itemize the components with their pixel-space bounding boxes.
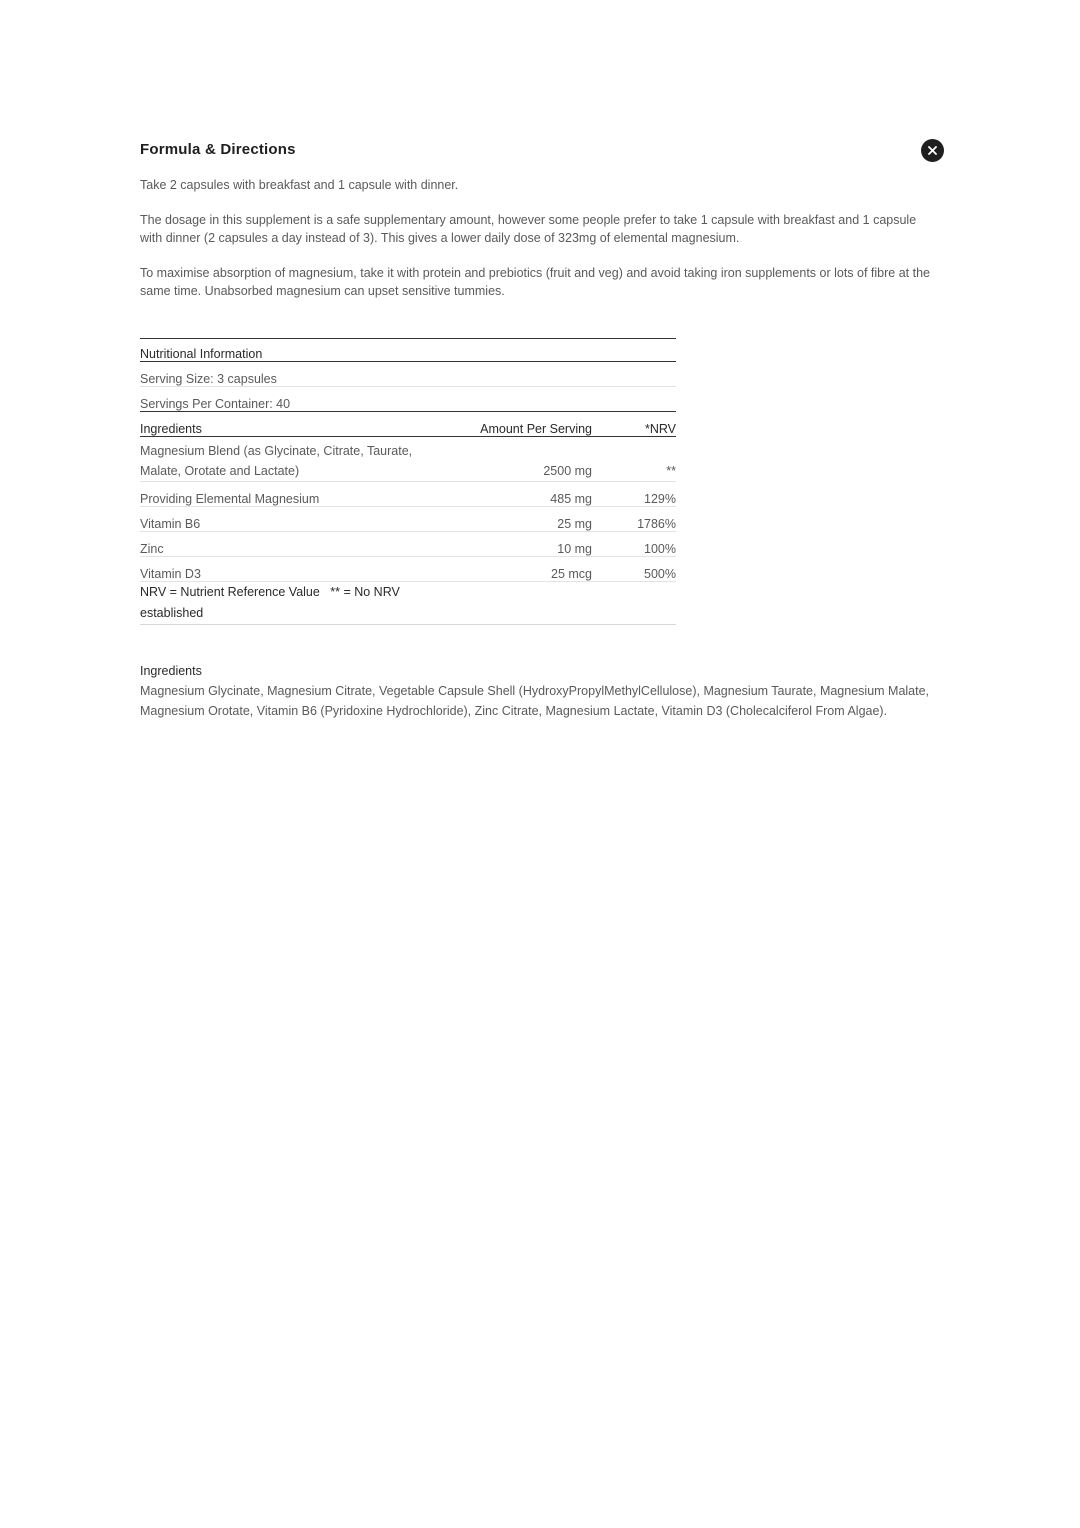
column-header-row [140, 412, 676, 437]
table-row [140, 557, 676, 582]
page-title: Formula & Directions [140, 141, 296, 158]
column-header-ingredients: Ingredients [140, 412, 442, 437]
directions-paragraph-3: To maximise absorption of magnesium, take it with protein and prebiotics (fruit and veg) and avoid taking iron supplements or lots of fibre at the same time. Unabsorbed magnesium can upset sensitive tummies. [140, 266, 930, 298]
ingredient-nrv: 129% [592, 482, 676, 507]
ingredient-nrv: ** [592, 437, 676, 482]
table-row [140, 482, 676, 507]
table-row [140, 507, 676, 532]
ingredients-text: Magnesium Glycinate, Magnesium Citrate, Vegetable Capsule Shell (HydroxyPropylMethylCellulose), Magnesium Taurate, Magnesium Malate, Magnesium Orotate, Vitamin B6 (Pyridoxine Hydrochloride), Zinc Citrate, Magnesium Lactate, Vitamin D3 (Cholecalciferol From Algae). [140, 684, 930, 718]
close-icon [928, 146, 937, 155]
ingredient-amount: 25 mcg [442, 557, 592, 582]
nutrition-heading-row [140, 339, 676, 362]
directions-paragraph-2: The dosage in this supplement is a safe supplementary amount, however some people prefer to take 1 capsule with breakfast and 1 capsule with dinner (2 capsules a day instead of 3). This gives a lower daily dose of 323mg of elemental magnesium. [140, 213, 917, 245]
ingredient-name: Vitamin B6 [140, 507, 442, 532]
ingredient-nrv: 1786% [592, 507, 676, 532]
ingredient-nrv: 100% [592, 532, 676, 557]
table-row [140, 437, 676, 482]
nutrition-table [140, 338, 676, 625]
ingredient-nrv: 500% [592, 557, 676, 582]
nrv-footnote: NRV = Nutrient Reference Value ** = No NRV established [140, 585, 404, 620]
ingredient-amount: 10 mg [442, 532, 592, 557]
ingredient-name: Vitamin D3 [140, 557, 442, 582]
directions-paragraph-1: Take 2 capsules with breakfast and 1 capsule with dinner. [140, 178, 459, 192]
formula-directions-panel [140, 138, 944, 721]
close-button[interactable] [921, 139, 944, 162]
column-header-nrv: *NRV [592, 412, 676, 437]
ingredient-amount: 2500 mg [442, 437, 592, 482]
ingredients-heading: Ingredients [140, 664, 202, 678]
footnote-row [140, 582, 676, 625]
serving-size-row [140, 362, 676, 387]
servings-per-container: Servings Per Container: 40 [140, 387, 676, 412]
table-row [140, 532, 676, 557]
serving-size: Serving Size: 3 capsules [140, 362, 676, 387]
ingredient-amount: 485 mg [442, 482, 592, 507]
column-header-amount: Amount Per Serving [442, 412, 592, 437]
ingredient-amount: 25 mg [442, 507, 592, 532]
ingredient-name: Providing Elemental Magnesium [140, 482, 442, 507]
ingredient-name: Magnesium Blend (as Glycinate, Citrate, Taurate, Malate, Orotate and Lactate) [140, 437, 442, 482]
nutrition-heading: Nutritional Information [140, 339, 676, 362]
ingredient-name: Zinc [140, 532, 442, 557]
servings-per-container-row [140, 387, 676, 412]
